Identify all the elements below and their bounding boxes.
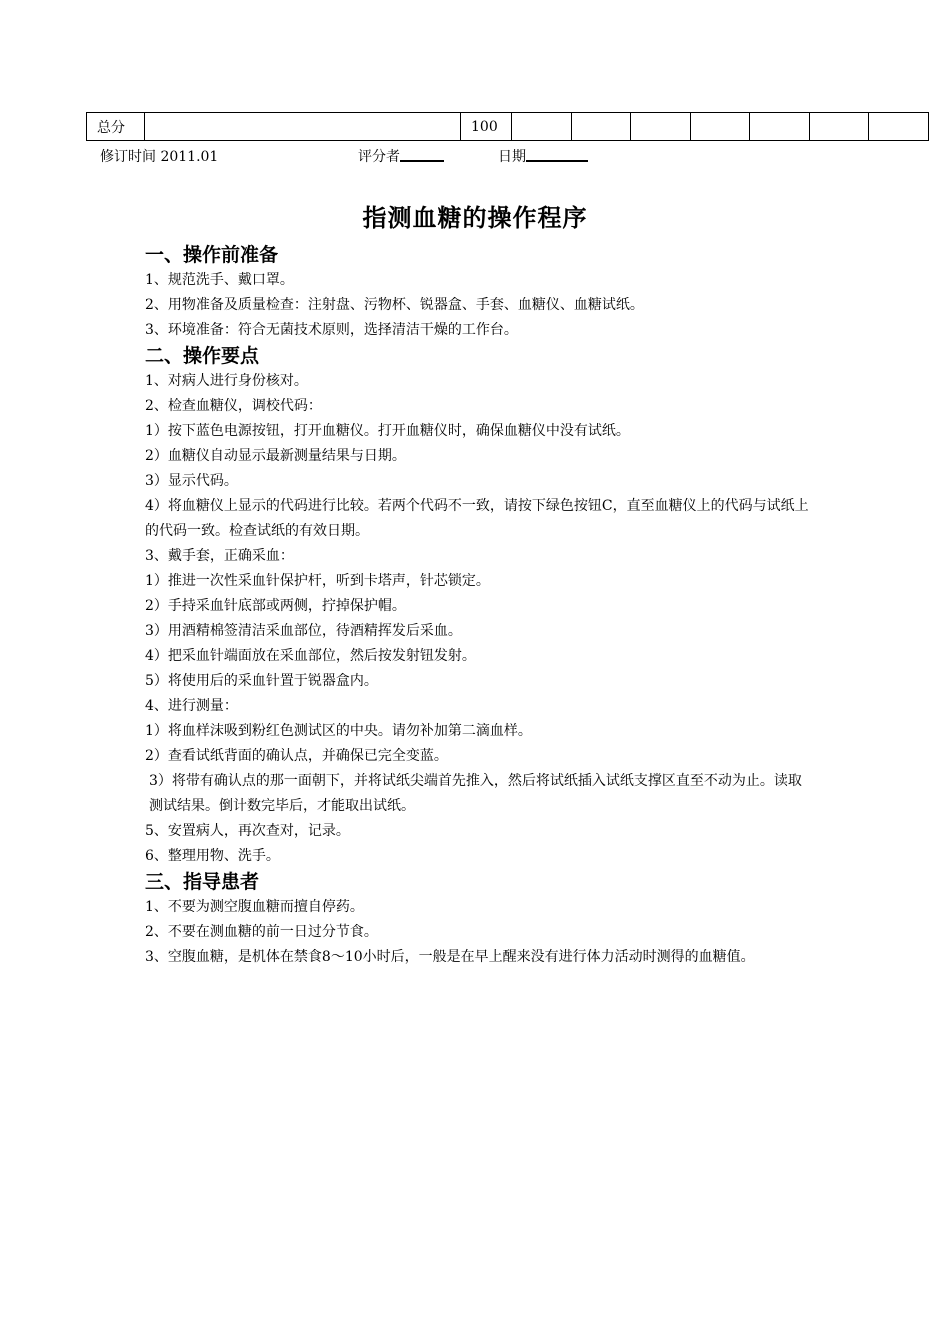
body-line: 2）手持采血针底部或两侧，拧掉保护帽。 <box>145 598 406 614</box>
body-line: 3、环境准备：符合无菌技术原则，选择清洁干燥的工作台。 <box>145 322 518 338</box>
date-field <box>498 146 526 168</box>
document-body <box>145 242 813 970</box>
date-label: 日期 <box>498 149 526 165</box>
body-line: 4）把采血针端面放在采血部位，然后按发射钮发射。 <box>145 648 476 664</box>
body-line: 1、不要为测空腹血糖而擅自停药。 <box>145 899 364 915</box>
body-line: 1、规范洗手、戴口罩。 <box>145 272 294 288</box>
body-line: 2、检查血糖仪，调校代码： <box>145 398 322 414</box>
body-line: 1）按下蓝色电源按钮，打开血糖仪。打开血糖仪时，确保血糖仪中没有试纸。 <box>145 423 630 439</box>
section-heading: 一、操作前准备 <box>145 244 279 266</box>
score-table <box>86 112 929 141</box>
scorer-field <box>358 146 400 168</box>
score-cell-empty <box>750 113 810 141</box>
score-cell-empty <box>869 113 929 141</box>
score-cell-empty <box>512 113 572 141</box>
body-line: 1、对病人进行身份核对。 <box>145 373 308 389</box>
section-heading: 二、操作要点 <box>145 345 260 367</box>
body-line: 5、安置病人，再次查对，记录。 <box>145 823 350 839</box>
date-blank <box>526 146 588 162</box>
total-score-label: 总分 <box>87 113 145 141</box>
body-line: 3）显示代码。 <box>145 473 238 489</box>
scorer-label: 评分者 <box>358 149 400 165</box>
revision-line <box>86 146 868 168</box>
score-cell-empty <box>572 113 631 141</box>
body-line: 2、不要在测血糖的前一日过分节食。 <box>145 924 378 940</box>
score-cell-empty <box>145 113 461 141</box>
body-line: 1）将血样沫吸到粉红色测试区的中央。请勿补加第二滴血样。 <box>145 723 532 739</box>
scorer-blank <box>400 146 444 162</box>
body-line: 6、整理用物、洗手。 <box>145 848 280 864</box>
body-line: 2）血糖仪自动显示最新测量结果与日期。 <box>145 448 406 464</box>
body-line: 5）将使用后的采血针置于锐器盒内。 <box>145 673 378 689</box>
body-line: 1）推进一次性采血针保护杆，听到卡塔声，针芯锁定。 <box>145 573 490 589</box>
body-line: 2）查看试纸背面的确认点，并确保已完全变蓝。 <box>145 748 448 764</box>
score-cell-empty <box>691 113 750 141</box>
score-cell-empty <box>810 113 869 141</box>
body-line: 3）用酒精棉签清洁采血部位，待酒精挥发后采血。 <box>145 623 462 639</box>
total-score-value: 100 <box>461 113 512 141</box>
body-line: 4）将血糖仪上显示的代码进行比较。若两个代码不一致，请按下绿色按钮C，直至血糖仪上的代码与试纸上的代码一致。检查试纸的有效日期。 <box>145 498 809 539</box>
revision-time: 修订时间 2011.01 <box>100 149 219 165</box>
body-line: 4、进行测量： <box>145 698 238 714</box>
document-title: 指测血糖的操作程序 <box>362 203 588 232</box>
body-line: 3、空腹血糖，是机体在禁食8～10小时后，一般是在早上醒来没有进行体力活动时测得的血糖值。 <box>145 949 755 965</box>
total-score-row <box>87 113 929 141</box>
section-heading: 三、指导患者 <box>145 871 260 893</box>
score-cell-empty <box>631 113 691 141</box>
body-line: 3）将带有确认点的那一面朝下，并将试纸尖端首先推入，然后将试纸插入试纸支撑区直至不动为止。读取测试结果。倒计数完毕后，才能取出试纸。 <box>149 773 802 814</box>
body-line: 3、戴手套，正确采血： <box>145 548 294 564</box>
body-line: 2、用物准备及质量检查：注射盘、污物杯、锐器盒、手套、血糖仪、血糖试纸。 <box>145 297 644 313</box>
